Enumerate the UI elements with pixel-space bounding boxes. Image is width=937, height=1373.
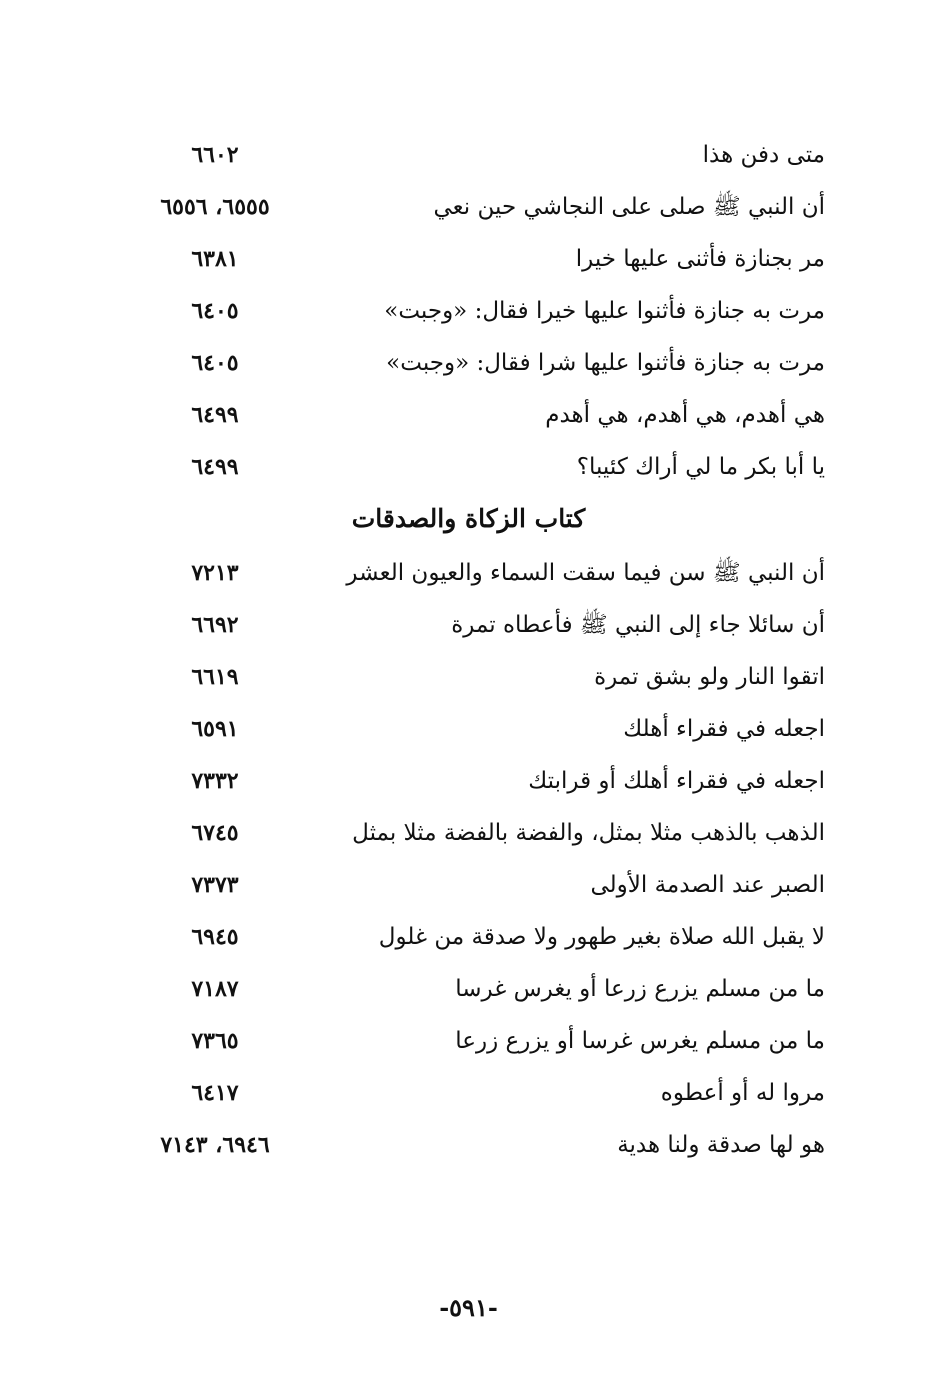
hadith-text: مروا له أو أعطوه <box>660 1080 825 1106</box>
hadith-text: مرت به جنازة فأثنوا عليها خيرا فقال: «وجبت» <box>384 298 825 324</box>
hadith-text: اتقوا النار ولو بشق تمرة <box>594 664 825 690</box>
hadith-number: ٦٩٤٥ <box>191 924 239 950</box>
hadith-text: هي أهدم، هي أهدم، هي أهدم <box>545 402 825 428</box>
list-item <box>0 239 937 291</box>
list-item <box>0 709 937 761</box>
hadith-text: مر بجنازة فأثنى عليها خيرا <box>575 246 825 272</box>
hadith-number: ٦٧٤٥ <box>191 820 239 846</box>
hadith-number: ٦٥٩١ <box>191 716 239 742</box>
list-item <box>0 135 937 187</box>
list-item <box>0 395 937 447</box>
hadith-text: متى دفن هذا <box>702 142 825 168</box>
hadith-number: ٦٣٨١ <box>191 246 239 272</box>
hadith-number: ٦٤١٧ <box>191 1080 239 1106</box>
hadith-number: ٧٣٣٢ <box>191 768 239 794</box>
hadith-text: اجعله في فقراء أهلك أو قرابتك <box>528 768 825 794</box>
list-item <box>0 657 937 709</box>
list-item <box>0 605 937 657</box>
hadith-text: يا أبا بكر ما لي أراك كئيبا؟ <box>576 454 825 480</box>
hadith-text: الذهب بالذهب مثلا بمثل، والفضة بالفضة مثلا بمثل <box>352 820 825 846</box>
hadith-number: ٦٦٠٢ <box>191 142 239 168</box>
hadith-text: هو لها صدقة ولنا هدية <box>617 1132 825 1158</box>
list-item <box>0 917 937 969</box>
hadith-number: ٧٣٧٣ <box>191 872 239 898</box>
list-item <box>0 1021 937 1073</box>
hadith-number: ٧٢١٣ <box>191 560 239 586</box>
hadith-number: ٦٤٩٩ <box>191 454 239 480</box>
hadith-text: اجعله في فقراء أهلك <box>623 716 825 742</box>
hadith-text: لا يقبل الله صلاة بغير طهور ولا صدقة من غلول <box>378 924 825 950</box>
hadith-number: ٦٤٠٥ <box>191 350 239 376</box>
list-item <box>0 1073 937 1125</box>
hadith-number: ٦٤٠٥ <box>191 298 239 324</box>
hadith-number: ٧١٨٧ <box>191 976 239 1002</box>
hadith-number: ٦٦٩٢ <box>191 612 239 638</box>
hadith-number: ٦٤٩٩ <box>191 402 239 428</box>
hadith-number: ٦٥٥٥، ٦٥٥٦ <box>160 194 270 220</box>
list-item <box>0 969 937 1021</box>
hadith-number: ٧٣٦٥ <box>191 1028 239 1054</box>
list-item <box>0 761 937 813</box>
list-item <box>0 447 937 499</box>
hadith-text: أن النبي ﷺ سن فيما سقت السماء والعيون العشر <box>346 560 825 586</box>
list-item <box>0 291 937 343</box>
list-item <box>0 813 937 865</box>
list-item <box>0 553 937 605</box>
list-item <box>0 343 937 395</box>
hadith-text: أن النبي ﷺ صلى على النجاشي حين نعي <box>433 194 825 220</box>
hadith-text: أن سائلا جاء إلى النبي ﷺ فأعطاه تمرة <box>451 612 825 638</box>
hadith-text: ما من مسلم يغرس غرسا أو يزرع زرعا <box>455 1028 825 1054</box>
hadith-text: ما من مسلم يزرع زرعا أو يغرس غرسا <box>455 976 825 1002</box>
hadith-number: ٦٩٤٦، ٧١٤٣ <box>160 1132 270 1158</box>
page-number: -٥٩١- <box>439 1293 498 1322</box>
hadith-text: مرت به جنازة فأثنوا عليها شرا فقال: «وجبت» <box>386 350 825 376</box>
list-item <box>0 187 937 239</box>
hadith-text: الصبر عند الصدمة الأولى <box>590 872 825 898</box>
list-item <box>0 1125 937 1177</box>
section-title: كتاب الزكاة والصدقات <box>351 504 586 533</box>
hadith-number: ٦٦١٩ <box>191 664 239 690</box>
list-item <box>0 865 937 917</box>
